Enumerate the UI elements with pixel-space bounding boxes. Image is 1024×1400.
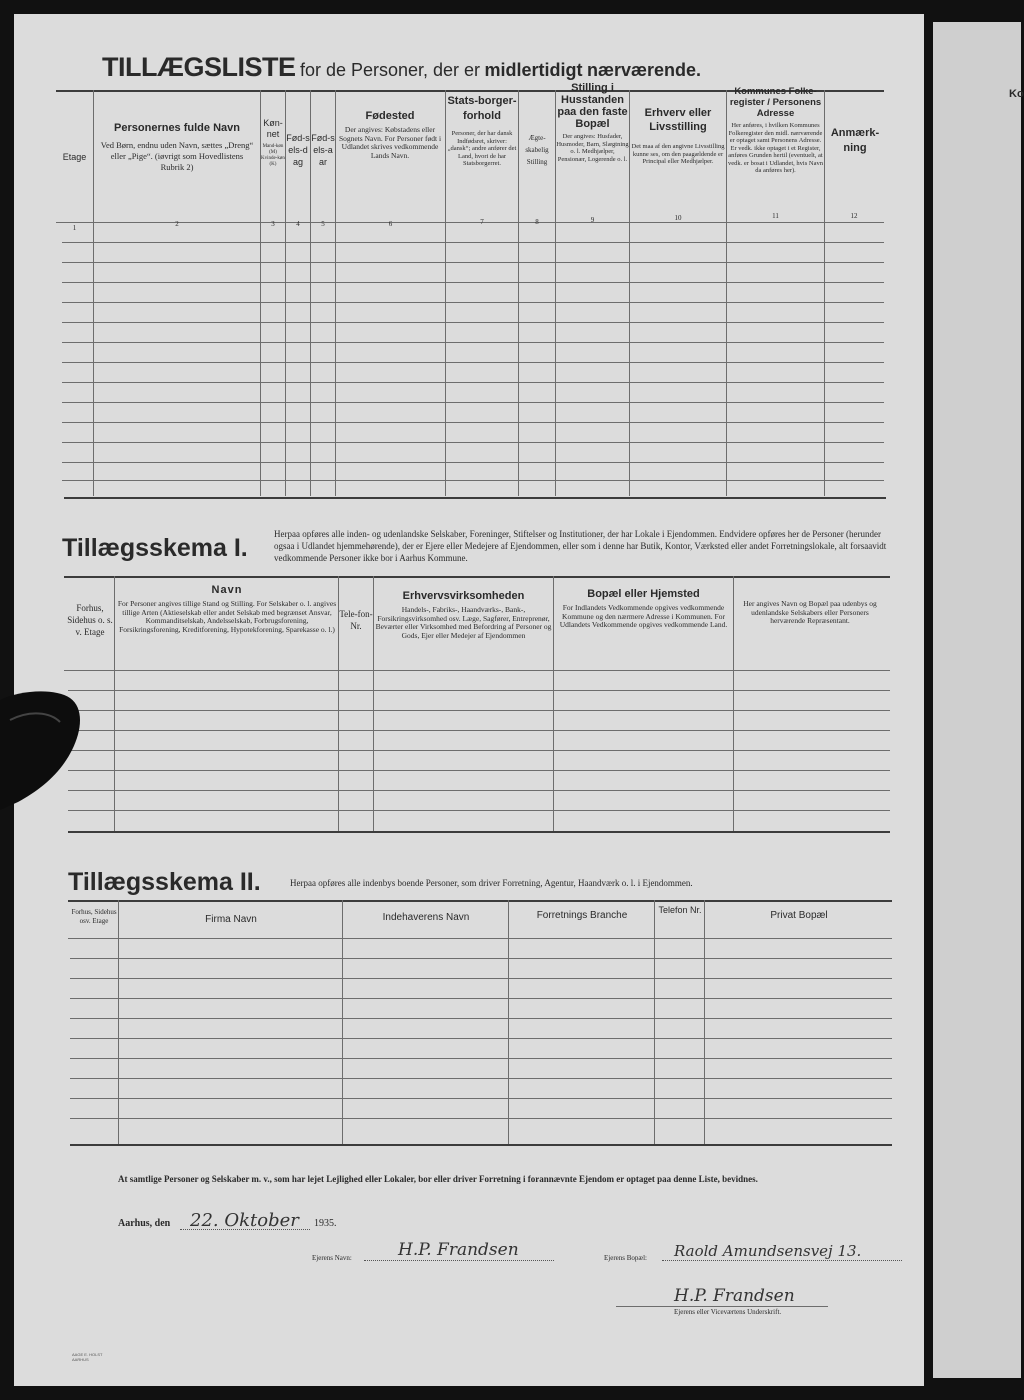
- col-number: 11: [772, 212, 779, 220]
- main-title-rest-a: for de Personer, der er: [299, 60, 481, 80]
- col-citizenship-header: Stats-borger-forhold Personer, der har dansk Indfødsret, skriver: „dansk“; andre anfører det Land, hvori de har Statsborgerret.: [447, 95, 517, 167]
- owner-name-label: Ejerens Navn:: [312, 1254, 352, 1262]
- col-number: 8: [535, 218, 539, 226]
- skema2-text: Herpaa opføres alle indenbys boende Personer, som driver Forretning, Agentur, Haandværk o. l. i Ejendommen.: [290, 878, 693, 888]
- printer-imprint: AAGE E. HOLST AARHUS: [72, 1352, 103, 1362]
- col-name-header: Personernes fulde Navn Ved Børn, endnu uden Navn, sættes „Dreng“ eller „Pige“. (iøvrigt som Hovedlistens Rubrik 2): [100, 122, 254, 172]
- col-number: 3: [271, 220, 275, 228]
- s2-col-firm-header: Firma Navn: [205, 914, 257, 925]
- col-occupation-header: Erhverv eller Livsstilling Det maa af den angivne Livsstilling kunne ses, om den paagældende er Principal eller Medhjælper.: [631, 107, 725, 165]
- main-title: [102, 52, 701, 83]
- year-label: 1935.: [314, 1218, 337, 1229]
- col-birthplace-header: Fødested Der angives: Købstadens eller Sognets Navn. For Personer født i Udlandet skrives vedkommende Lands Navn.: [338, 110, 442, 160]
- date-handwritten: 22. Oktober: [190, 1210, 299, 1231]
- col-etage-header: Etage: [62, 152, 87, 162]
- col-number: 4: [296, 220, 300, 228]
- s2-col-address-header: Privat Bopæl: [770, 910, 828, 921]
- s1-col-name-header: Navn For Personer angives tillige Stand og Stilling. For Selskaber o. l. angives tillige Arten (Aktieselskab eller andet Selskab med begrænset Ansvar, Kommanditselskab, Andelsselskab, Forbrugsforening, Forsikringsforening, Kreditforening, Hypotekforening, Sparekasse o. l.): [117, 584, 337, 634]
- signature-handwritten: H.P. Frandsen: [674, 1286, 795, 1306]
- s2-col-owner-header: Indehaverens Navn: [382, 912, 470, 923]
- col-number: 9: [590, 216, 595, 224]
- skema1-top-rule: [64, 576, 890, 578]
- col-number: 1: [72, 224, 77, 232]
- binder-clip-icon: [0, 690, 82, 810]
- col-number: 5: [321, 220, 325, 228]
- col-register-header: Kommunes Folke-register / Personens Adresse Her anføres, i hvilken Kommunes Folkeregister den midl. nærværende er optaget samt Personens Adresse. Er vedk. ikke optaget i et Register, anføres Grunden hertil (eventuelt, at vedk. er bosat i Udlandet, hvis Navn da anføres her).: [728, 86, 823, 174]
- col-remark-header: Anmærk-ning: [830, 127, 880, 154]
- s1-col-residence-header: Bopæl eller Hjemsted For Indlandets Vedkommende opgives vedkommende Kommune og den nærmere Adresse i Kommunen. For Udlandets Vedkommende opgives vedkommende Land.: [559, 588, 728, 629]
- adjacent-page-fragment: Ko: [1009, 88, 1024, 100]
- owner-address-label: Ejerens Bopæl:: [604, 1254, 647, 1262]
- s1-col-phone-header: Tele-fon-Nr.: [339, 609, 373, 631]
- s2-col-branch-header: Forretnings Branche: [536, 910, 628, 921]
- place-label: Aarhus, den: [118, 1218, 171, 1229]
- owner-address-handwritten: Raold Amundsensvej 13.: [674, 1242, 862, 1260]
- main-title-big: TILLÆGSLISTE: [102, 52, 296, 82]
- owner-name-handwritten: H.P. Frandsen: [398, 1240, 519, 1260]
- s1-col-business-header: Erhvervsvirksomheden Handels-, Fabriks-, Haandværks-, Bank-, Forsikringsvirksomhed osv. Læge, Sagfører, Entreprenør, Beværter eller Virksomhed med Befordring af Personer og Gods, Ejer eller Medejer af Ejendommen: [375, 590, 552, 640]
- col-number: 12: [850, 212, 858, 220]
- col-number: 2: [175, 220, 179, 228]
- s2-col-phone-header: Telefon Nr.: [658, 905, 702, 915]
- col-birthyear-header: Fød-sels-aar: [311, 133, 335, 167]
- col-number: 10: [674, 214, 682, 222]
- main-title-rest-c: nærværende.: [586, 60, 702, 80]
- col-marital-header: Ægte-skabelig Stilling: [525, 134, 549, 166]
- list-bottom-rule: [64, 497, 886, 499]
- skema1-text: Herpaa opføres alle inden- og udenlandske Selskaber, Foreninger, Stiftelser og Institutioner, der har Lokale i Ejendommen. Endvidere opføres her de Personer (herunder ogsaa i Udlandet hjemmehørende), der er Ejere eller Medejere af Ejendommen, eller som i denne har Butik, Kontor, Værksted eller andet Forretningslokale, alt forsaavidt vedkommende Personer ikke bor i Aarhus Kommune.: [274, 529, 887, 563]
- skema1-title: Tillægsskema I.: [62, 534, 248, 562]
- adjacent-page: [933, 22, 1024, 1378]
- attestation-text: At samtlige Personer og Selskaber m. v., som har lejet Lejlighed eller Lokaler, bor eller driver Forretning i forannævnte Ejendom er optaget paa denne Liste, bevidnes.: [118, 1174, 758, 1184]
- col-number: 7: [480, 218, 484, 226]
- s2-col-etage-header: Forhus, Sidehus osv. Etage: [71, 908, 117, 925]
- signature-label: Ejerens eller Viceværtens Underskrift.: [674, 1308, 782, 1316]
- skema2-title: Tillægsskema II.: [68, 868, 261, 896]
- col-gender-header: Køn-net Mand-køn (M) Kvinde-køn (K): [261, 118, 285, 167]
- col-household-header: Stilling i Husstanden paa den faste Bopæl Der angives: Husfader, Husmoder, Barn, Slægtning o. l. Medhjælper, Pensionær, Logerende o. l.: [556, 82, 629, 163]
- s1-col-representative-header: Her angives Navn og Bopæl paa udenbys og udenlandske Selskabers eller Personers herværende Repræsentant.: [743, 599, 877, 625]
- skema2-top-rule: [68, 900, 892, 902]
- col-birthday-header: Fød-sels-dag: [286, 133, 310, 167]
- col-number: 6: [388, 220, 393, 228]
- main-title-rest-b: midlertidigt: [484, 60, 583, 80]
- s1-col-etage-header: Forhus, Sidehus o. s. v. Etage: [67, 603, 113, 637]
- form-page: [14, 14, 924, 1386]
